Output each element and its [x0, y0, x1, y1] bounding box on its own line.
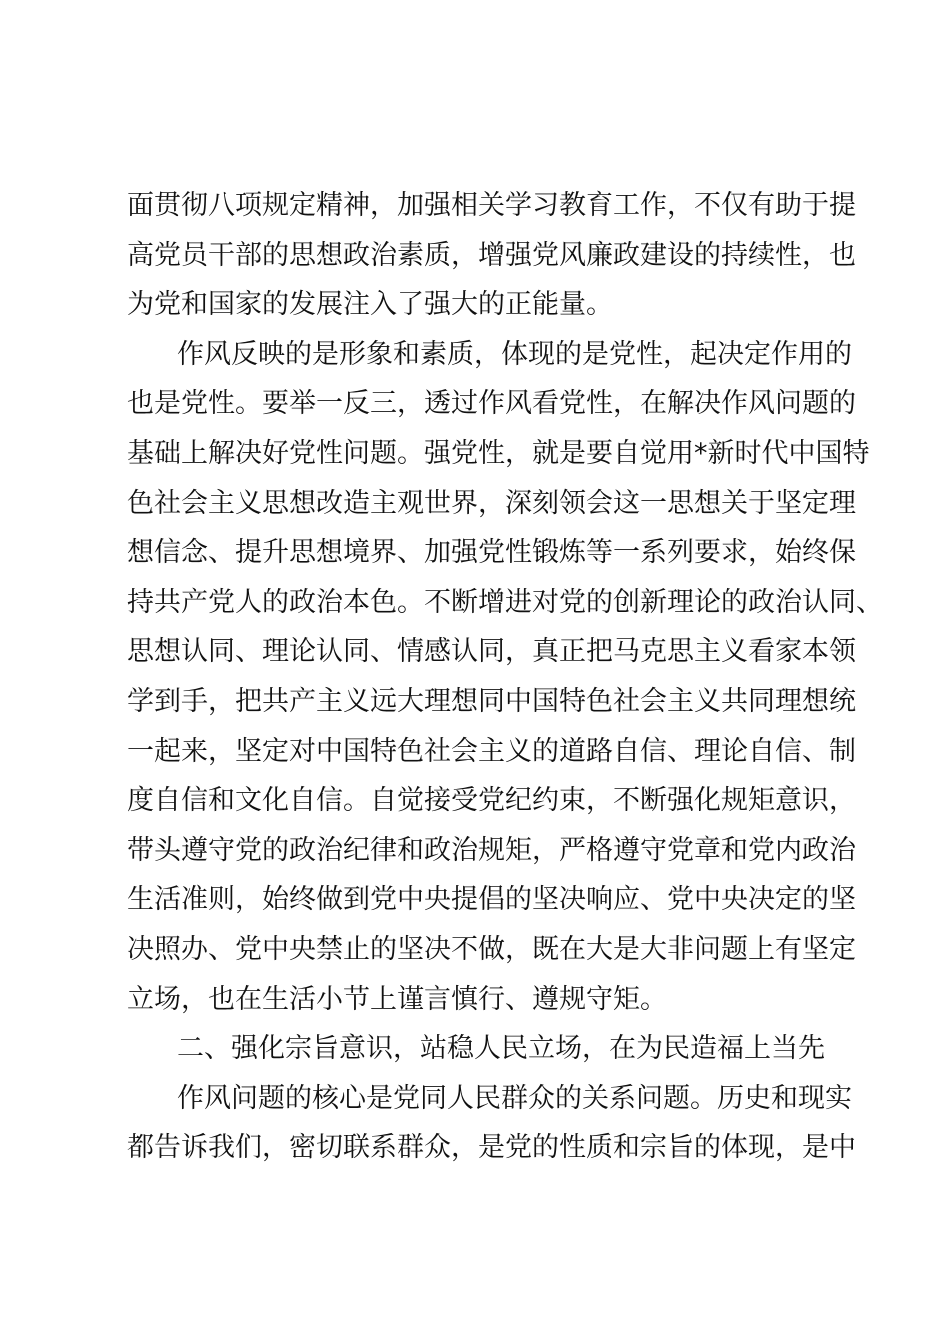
paragraph-start-line: 作风反映的是形象和素质，体现的是党性，起决定作用的	[177, 338, 852, 370]
text-line: 带头遵守党的政治纪律和政治规矩，严格遵守党章和党内政治	[127, 834, 856, 866]
text-line: 高党员干部的思想政治素质，增强党风廉政建设的持续性，也	[127, 239, 856, 271]
text-line: 决照办、党中央禁止的坚决不做，既在大是大非问题上有坚定	[127, 933, 856, 965]
text-line: 一起来，坚定对中国特色社会主义的道路自信、理论自信、制	[127, 735, 856, 767]
text-line: 立场，也在生活小节上谨言慎行、遵规守矩。	[127, 983, 667, 1015]
paragraph-start-line: 作风问题的核心是党同人民群众的关系问题。历史和现实	[177, 1082, 852, 1114]
text-line: 色社会主义思想改造主观世界，深刻领会这一思想关于坚定理	[127, 487, 856, 519]
section-heading: 二、强化宗旨意识，站稳人民立场，在为民造福上当先	[177, 1033, 825, 1065]
text-line: 持共产党人的政治本色。不断增进对党的创新理论的政治认同、	[127, 586, 883, 618]
text-line: 学到手，把共产主义远大理想同中国特色社会主义共同理想统	[127, 685, 856, 717]
text-line: 都告诉我们，密切联系群众，是党的性质和宗旨的体现，是中	[127, 1132, 856, 1164]
text-line: 面贯彻八项规定精神，加强相关学习教育工作，不仅有助于提	[127, 190, 856, 221]
body-text	[127, 181, 883, 1173]
text-line: 也是党性。要举一反三，透过作风看党性，在解决作风问题的	[127, 388, 856, 420]
text-line: 度自信和文化自信。自觉接受党纪约束，不断强化规矩意识，	[127, 785, 856, 817]
text-line: 思想认同、理论认同、情感认同，真正把马克思主义看家本领	[127, 636, 856, 668]
text-line: 为党和国家的发展注入了强大的正能量。	[127, 289, 613, 321]
text-line: 想信念、提升思想境界、加强党性锻炼等一系列要求，始终保	[127, 537, 856, 569]
text-line: 生活准则，始终做到党中央提倡的坚决响应、党中央决定的坚	[127, 884, 856, 916]
text-line: 基础上解决好党性问题。强党性，就是要自觉用*新时代中国特	[127, 437, 870, 469]
